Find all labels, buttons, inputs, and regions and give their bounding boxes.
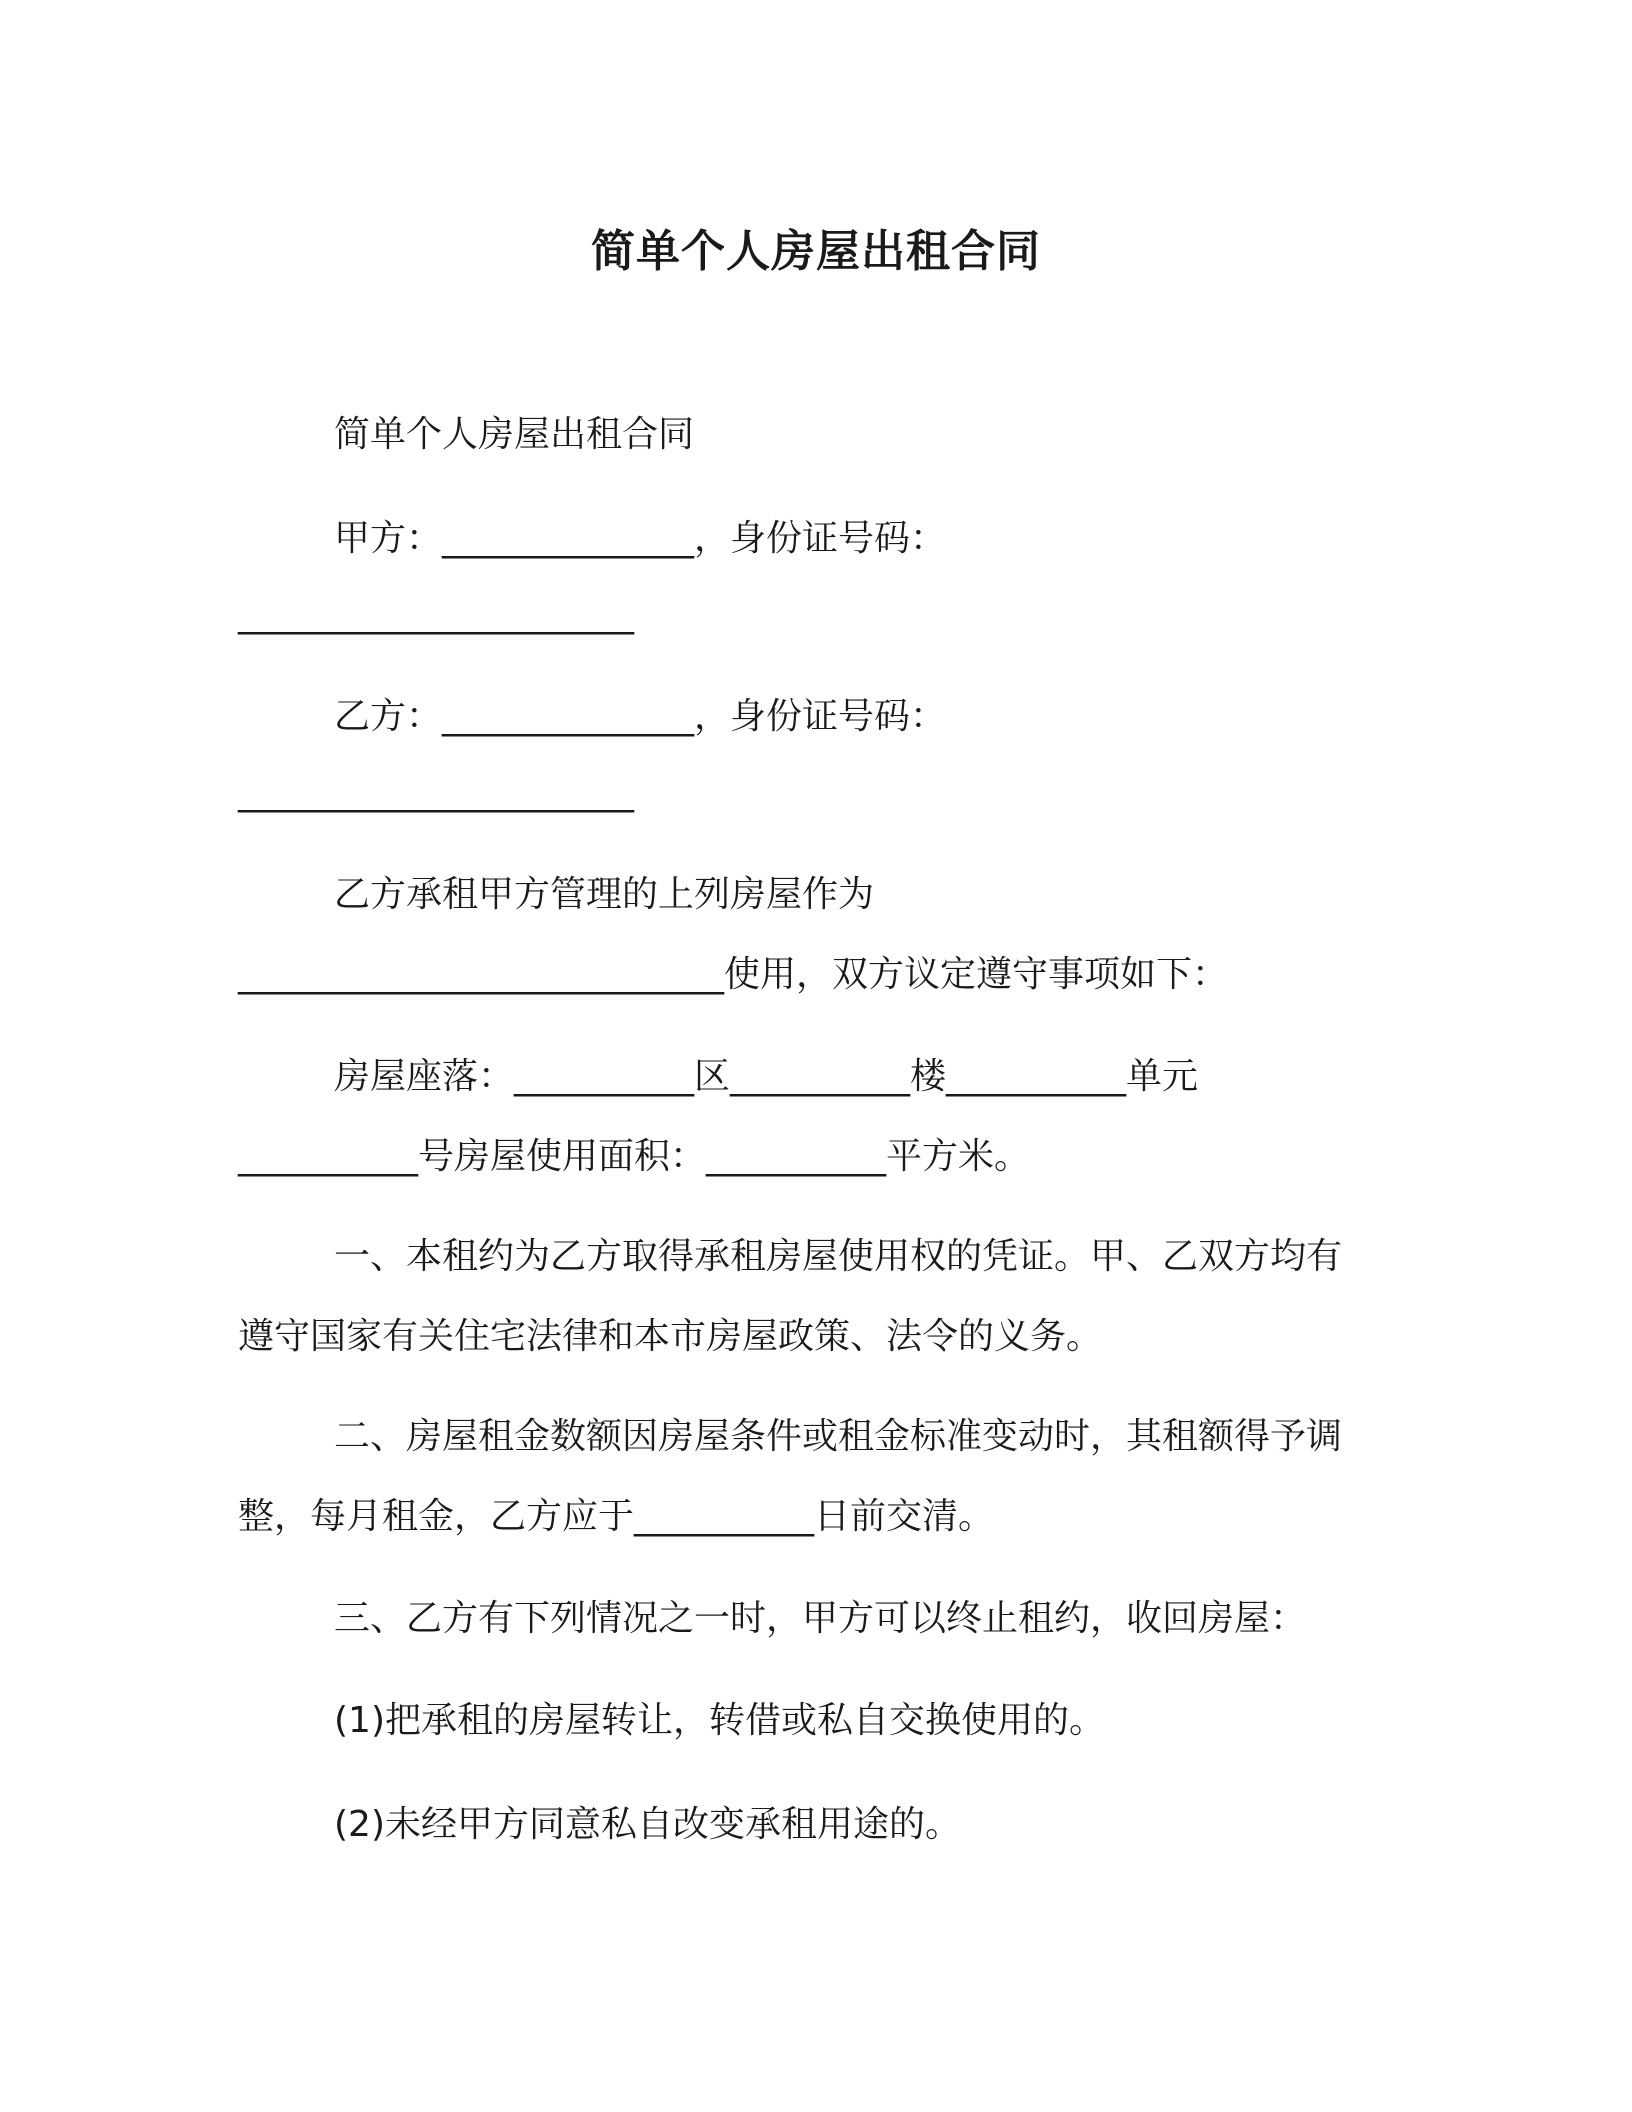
clause-1-line-1: 一、本租约为乙方取得承租房屋使用权的凭证。甲、乙双方均有 [334, 1236, 1343, 1277]
party-a-id-blank: ______________________ [238, 594, 634, 635]
clause-3-item-1: (1)把承租的房屋转让，转借或私自交换使用的。 [334, 1700, 1105, 1741]
party-b-line: 乙方：______________，身份证号码： [334, 696, 947, 737]
clause-3-line: 三、乙方有下列情况之一时，甲方可以终止租约，收回房屋： [334, 1598, 1307, 1639]
clause-1-line-2: 遵守国家有关住宅法律和本市房屋政策、法令的义务。 [238, 1316, 1103, 1357]
party-a-line: 甲方：______________，身份证号码： [334, 518, 947, 559]
subtitle-line: 简单个人房屋出租合同 [334, 414, 695, 455]
clause-3-item-2: (2)未经甲方同意私自改变承租用途的。 [334, 1804, 961, 1845]
party-b-id-blank: ______________________ [238, 772, 634, 813]
location-line-1: 房屋座落：__________区__________楼__________单元 [334, 1056, 1199, 1097]
clause-2-line-1: 二、房屋租金数额因房屋条件或租金标准变动时，其租额得予调 [334, 1416, 1343, 1457]
purpose-line-1: 乙方承租甲方管理的上列房屋作为 [334, 874, 875, 915]
purpose-line-2: ___________________________使用，双方议定遵守事项如下： [238, 954, 1229, 995]
location-line-2: __________号房屋使用面积：__________平方米。 [238, 1136, 1031, 1177]
clause-2-line-2: 整，每月租金，乙方应于__________日前交清。 [238, 1496, 995, 1537]
document-title: 简单个人房屋出租合同 [591, 226, 1041, 277]
